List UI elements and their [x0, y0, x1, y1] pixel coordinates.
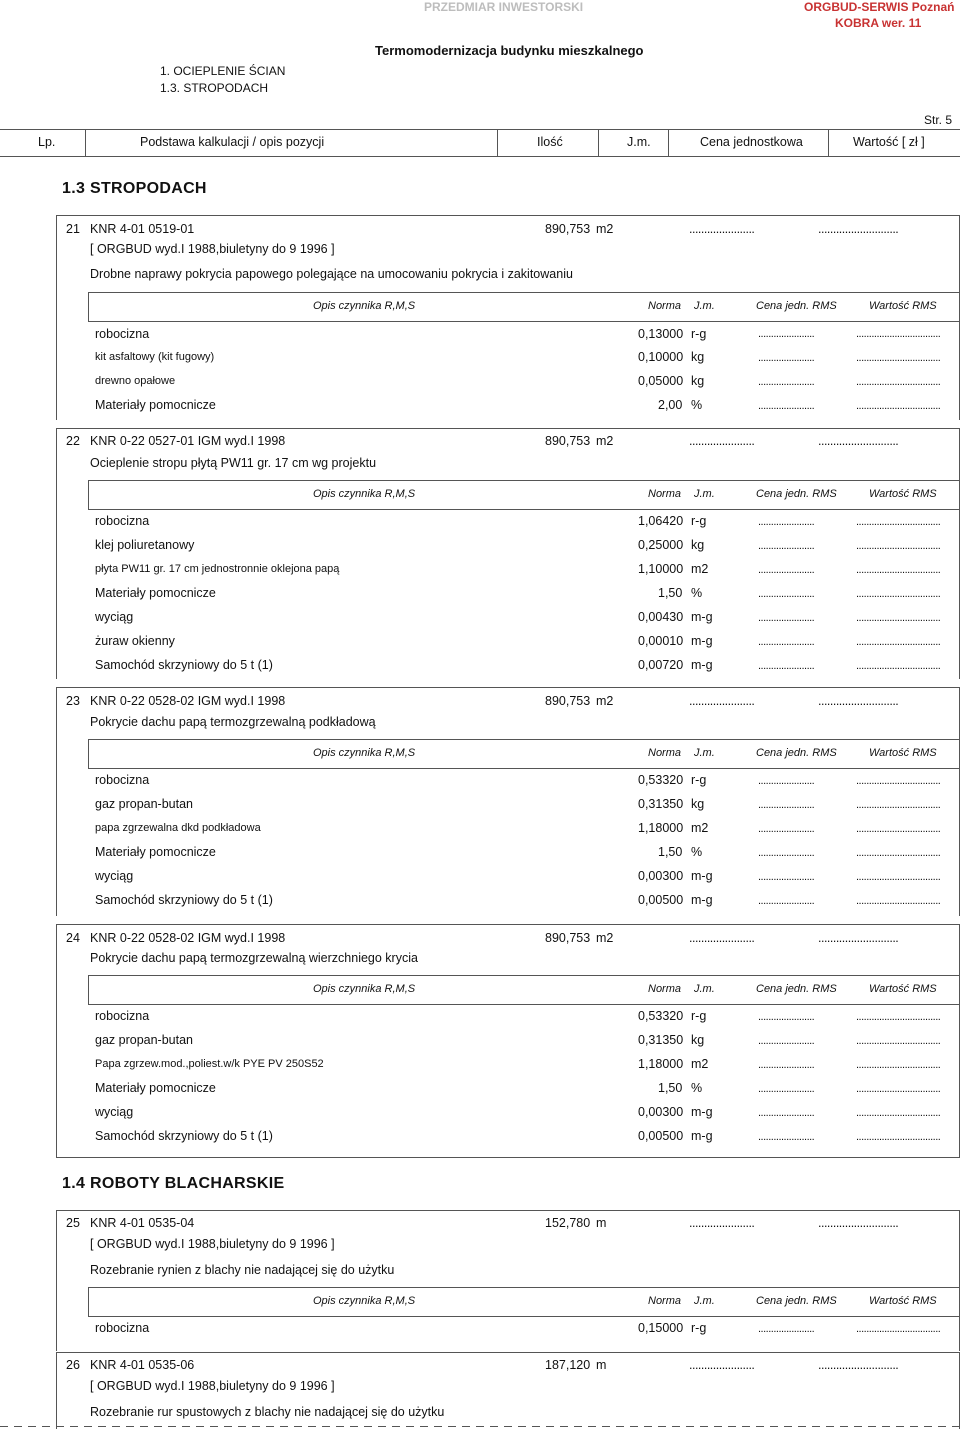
rms-item-name: robocizna	[95, 1009, 150, 1023]
rms-item-value: .................................	[856, 516, 941, 528]
breadcrumb-chapter: 1. OCIEPLENIE ŚCIAN	[160, 64, 286, 78]
rms-item-value: .................................	[856, 1323, 941, 1335]
position-basis: KNR 4-01 0519-01	[90, 222, 195, 236]
rms-item-norm: 0,00500	[638, 893, 684, 907]
rms-item-unit: %	[691, 586, 703, 600]
rms-item-value: .................................	[856, 564, 941, 576]
position-qty: 890,753	[545, 694, 591, 708]
rms-item-norm: 0,00430	[638, 610, 684, 624]
rms-col-desc: Opis czynnika R,M,S	[313, 488, 416, 500]
rms-item-name: wyciąg	[95, 869, 134, 883]
rms-col-price: Cena jedn. RMS	[756, 300, 837, 312]
rms-item-price: ......................	[758, 799, 815, 811]
rms-col-norm: Norma	[648, 1295, 682, 1307]
value-placeholder: ...........................	[818, 222, 899, 236]
rms-col-value: Wartość RMS	[869, 747, 937, 759]
rms-item-unit: m2	[691, 821, 709, 835]
rms-item-norm: 0,00300	[638, 1105, 684, 1119]
rms-item-price: ......................	[758, 895, 815, 907]
position-unit: m	[596, 1216, 607, 1230]
rms-item-unit: m2	[691, 1057, 709, 1071]
rms-item-name: Materiały pomocnicze	[95, 398, 216, 412]
rms-item-value: .................................	[856, 612, 941, 624]
rms-col-norm: Norma	[648, 983, 682, 995]
rms-item-unit: m-g	[691, 893, 713, 907]
section-title: STROPODACH	[90, 180, 207, 197]
rms-item-value: .................................	[856, 1035, 941, 1047]
col-unit: J.m.	[627, 135, 651, 149]
value-placeholder: ...........................	[818, 1358, 899, 1372]
rms-header	[88, 1287, 960, 1317]
rms-item-name: Materiały pomocnicze	[95, 586, 216, 600]
position-basis: KNR 0-22 0527-01 IGM wyd.I 1998	[90, 434, 286, 448]
rms-item-price: ......................	[758, 1035, 815, 1047]
rms-item-price: ......................	[758, 564, 815, 576]
rms-item-norm: 0,05000	[638, 374, 684, 388]
rms-item-value: .................................	[856, 775, 941, 787]
position-lp: 22	[66, 434, 80, 448]
rms-item-norm: 1,50	[658, 845, 683, 859]
rms-header	[88, 480, 960, 510]
rms-item-norm: 0,31350	[638, 1033, 684, 1047]
rms-item-value: .................................	[856, 400, 941, 412]
rms-col-value: Wartość RMS	[869, 1295, 937, 1307]
rms-item-name: gaz propan-butan	[95, 1033, 193, 1047]
rms-item-price: ......................	[758, 1107, 815, 1119]
rms-col-norm: Norma	[648, 488, 682, 500]
rms-item-value: .................................	[856, 823, 941, 835]
rms-item-unit: %	[691, 1081, 703, 1095]
company-name: ORGBUD-SERWIS Poznań	[804, 0, 955, 14]
rms-item-value: .................................	[856, 847, 941, 859]
page-cut-line	[0, 1426, 960, 1427]
rms-item-unit: m-g	[691, 658, 713, 672]
col-value: Wartość [ zł ]	[853, 135, 925, 149]
rms-item-price: ......................	[758, 1059, 815, 1071]
document-type: PRZEDMIAR INWESTORSKI	[424, 0, 584, 14]
rms-item-name: Materiały pomocnicze	[95, 1081, 216, 1095]
price-placeholder: ......................	[689, 1358, 755, 1372]
position-description: Rozebranie rynien z blachy nie nadającej się do użytku	[90, 1263, 395, 1277]
value-placeholder: ...........................	[818, 434, 899, 448]
rms-item-unit: m-g	[691, 634, 713, 648]
rms-item-value: .................................	[856, 328, 941, 340]
rms-item-norm: 0,13000	[638, 327, 684, 341]
position-qty: 890,753	[545, 434, 591, 448]
rms-item-price: ......................	[758, 516, 815, 528]
rms-item-name: płyta PW11 gr. 17 cm jednostronnie oklejona papą	[95, 563, 340, 575]
breadcrumb-subchapter: 1.3. STROPODACH	[160, 81, 269, 95]
price-placeholder: ......................	[689, 694, 755, 708]
rms-col-price: Cena jedn. RMS	[756, 983, 837, 995]
rms-header	[88, 975, 960, 1005]
section-number: 1.4	[62, 1175, 86, 1192]
rms-col-norm: Norma	[648, 300, 682, 312]
rms-item-norm: 1,18000	[638, 821, 684, 835]
rms-item-name: robocizna	[95, 514, 150, 528]
rms-item-value: .................................	[856, 376, 941, 388]
rms-item-norm: 1,50	[658, 1081, 683, 1095]
rms-item-price: ......................	[758, 1083, 815, 1095]
rms-item-value: .................................	[856, 660, 941, 672]
position-lp: 26	[66, 1358, 80, 1372]
rms-item-name: robocizna	[95, 327, 150, 341]
position-lp: 25	[66, 1216, 80, 1230]
rms-item-price: ......................	[758, 1323, 815, 1335]
rms-item-price: ......................	[758, 1131, 815, 1143]
rms-item-name: wyciąg	[95, 1105, 134, 1119]
rms-col-desc: Opis czynnika R,M,S	[313, 1295, 416, 1307]
rms-item-name: Samochód skrzyniowy do 5 t (1)	[95, 658, 273, 672]
rms-item-norm: 2,00	[658, 398, 683, 412]
price-placeholder: ......................	[689, 434, 755, 448]
rms-item-name: Materiały pomocnicze	[95, 845, 216, 859]
rms-item-norm: 0,53320	[638, 773, 684, 787]
col-qty: Ilość	[537, 135, 563, 149]
position-lp: 21	[66, 222, 80, 236]
position-catalog: [ ORGBUD wyd.I 1988,biuletyny do 9 1996 ]	[90, 1379, 335, 1393]
rms-item-unit: r-g	[691, 514, 707, 528]
rms-item-price: ......................	[758, 775, 815, 787]
rms-item-price: ......................	[758, 871, 815, 883]
rms-item-name: gaz propan-butan	[95, 797, 193, 811]
rms-item-norm: 0,00010	[638, 634, 684, 648]
rms-col-norm: Norma	[648, 747, 682, 759]
rms-item-norm: 1,10000	[638, 562, 684, 576]
position-unit: m	[596, 1358, 607, 1372]
rms-item-price: ......................	[758, 847, 815, 859]
rms-item-name: klej poliuretanowy	[95, 538, 195, 552]
rms-item-unit: r-g	[691, 773, 707, 787]
rms-col-value: Wartość RMS	[869, 983, 937, 995]
price-placeholder: ......................	[689, 1216, 755, 1230]
rms-item-unit: r-g	[691, 1321, 707, 1335]
rms-item-value: .................................	[856, 1011, 941, 1023]
rms-item-value: .................................	[856, 799, 941, 811]
rms-item-value: .................................	[856, 1059, 941, 1071]
rms-item-unit: m-g	[691, 1129, 713, 1143]
position-qty: 187,120	[545, 1358, 591, 1372]
position-unit: m2	[596, 931, 614, 945]
rms-item-name: Samochód skrzyniowy do 5 t (1)	[95, 893, 273, 907]
rms-item-name: papa zgrzewalna dkd podkładowa	[95, 822, 261, 834]
rms-item-value: .................................	[856, 871, 941, 883]
position-unit: m2	[596, 222, 614, 236]
value-placeholder: ...........................	[818, 1216, 899, 1230]
position-catalog: [ ORGBUD wyd.I 1988,biuletyny do 9 1996 ]	[90, 242, 335, 256]
rms-item-name: robocizna	[95, 1321, 150, 1335]
rms-col-price: Cena jedn. RMS	[756, 1295, 837, 1307]
rms-item-name: wyciąg	[95, 610, 134, 624]
rms-item-unit: m-g	[691, 1105, 713, 1119]
col-lp: Lp.	[38, 135, 56, 149]
rms-item-price: ......................	[758, 400, 815, 412]
project-title: Termomodernizacja budynku mieszkalnego	[375, 43, 644, 58]
position-basis: KNR 0-22 0528-02 IGM wyd.I 1998	[90, 694, 286, 708]
rms-item-unit: kg	[691, 374, 705, 388]
rms-item-name: Papa zgrzew.mod.,poliest.w/k PYE PV 250S52	[95, 1058, 324, 1070]
rms-item-value: .................................	[856, 1083, 941, 1095]
rms-col-unit: J.m.	[694, 488, 715, 500]
position-lp: 24	[66, 931, 80, 945]
rms-col-desc: Opis czynnika R,M,S	[313, 983, 416, 995]
rms-item-unit: m-g	[691, 869, 713, 883]
rms-item-name: żuraw okienny	[95, 634, 175, 648]
value-placeholder: ...........................	[818, 694, 899, 708]
rms-item-norm: 1,06420	[638, 514, 684, 528]
col-unit-price: Cena jednostkowa	[700, 135, 803, 149]
rms-item-price: ......................	[758, 376, 815, 388]
section-title: ROBOTY BLACHARSKIE	[90, 1175, 285, 1192]
rms-col-value: Wartość RMS	[869, 488, 937, 500]
rms-item-unit: m-g	[691, 610, 713, 624]
rms-item-unit: kg	[691, 538, 705, 552]
rms-item-norm: 1,50	[658, 586, 683, 600]
value-placeholder: ...........................	[818, 931, 899, 945]
position-basis: KNR 4-01 0535-04	[90, 1216, 195, 1230]
rms-item-unit: r-g	[691, 327, 707, 341]
position-basis: KNR 0-22 0528-02 IGM wyd.I 1998	[90, 931, 286, 945]
rms-item-value: .................................	[856, 636, 941, 648]
rms-item-price: ......................	[758, 1011, 815, 1023]
position-description: Drobne naprawy pokrycia papowego polegające na umocowaniu pokrycia i zakitowaniu	[90, 267, 573, 281]
price-placeholder: ......................	[689, 931, 755, 945]
position-description: Rozebranie rur spustowych z blachy nie nadającej się do użytku	[90, 1405, 445, 1419]
rms-item-norm: 0,53320	[638, 1009, 684, 1023]
rms-item-norm: 0,31350	[638, 797, 684, 811]
rms-item-unit: %	[691, 845, 703, 859]
rms-item-price: ......................	[758, 588, 815, 600]
rms-col-unit: J.m.	[694, 1295, 715, 1307]
position-catalog: [ ORGBUD wyd.I 1988,biuletyny do 9 1996 ]	[90, 1237, 335, 1251]
rms-col-price: Cena jedn. RMS	[756, 747, 837, 759]
rms-col-desc: Opis czynnika R,M,S	[313, 747, 416, 759]
rms-item-unit: kg	[691, 350, 705, 364]
rms-item-norm: 0,15000	[638, 1321, 684, 1335]
rms-col-unit: J.m.	[694, 983, 715, 995]
price-placeholder: ......................	[689, 222, 755, 236]
position-description: Ocieplenie stropu płytą PW11 gr. 17 cm wg projektu	[90, 456, 377, 470]
section-number: 1.3	[62, 180, 86, 197]
rms-item-unit: %	[691, 398, 703, 412]
rms-item-name: robocizna	[95, 773, 150, 787]
position-basis: KNR 4-01 0535-06	[90, 1358, 195, 1372]
position-qty: 152,780	[545, 1216, 591, 1230]
rms-item-price: ......................	[758, 612, 815, 624]
rms-item-name: kit asfaltowy (kit fugowy)	[95, 351, 215, 363]
rms-item-value: .................................	[856, 588, 941, 600]
position-lp: 23	[66, 694, 80, 708]
position-qty: 890,753	[545, 931, 591, 945]
rms-item-norm: 0,10000	[638, 350, 684, 364]
rms-col-desc: Opis czynnika R,M,S	[313, 300, 416, 312]
rms-item-name: drewno opałowe	[95, 375, 176, 387]
rms-item-value: .................................	[856, 895, 941, 907]
rms-col-value: Wartość RMS	[869, 300, 937, 312]
rms-item-norm: 0,00720	[638, 658, 684, 672]
rms-item-unit: kg	[691, 797, 705, 811]
position-description: Pokrycie dachu papą termozgrzewalną podkładową	[90, 715, 376, 729]
rms-item-norm: 0,25000	[638, 538, 684, 552]
rms-item-norm: 0,00500	[638, 1129, 684, 1143]
rms-item-value: .................................	[856, 540, 941, 552]
rms-item-value: .................................	[856, 1131, 941, 1143]
position-qty: 890,753	[545, 222, 591, 236]
rms-col-unit: J.m.	[694, 300, 715, 312]
rms-col-price: Cena jedn. RMS	[756, 488, 837, 500]
position-description: Pokrycie dachu papą termozgrzewalną wierzchniego krycia	[90, 951, 418, 965]
rms-item-value: .................................	[856, 352, 941, 364]
rms-col-unit: J.m.	[694, 747, 715, 759]
rms-item-value: .................................	[856, 1107, 941, 1119]
page-number: Str. 5	[924, 113, 953, 127]
rms-item-unit: r-g	[691, 1009, 707, 1023]
rms-item-norm: 0,00300	[638, 869, 684, 883]
rms-item-price: ......................	[758, 636, 815, 648]
rms-item-norm: 1,18000	[638, 1057, 684, 1071]
software-version: KOBRA wer. 11	[835, 16, 922, 30]
rms-item-unit: m2	[691, 562, 709, 576]
rms-item-price: ......................	[758, 823, 815, 835]
rms-header	[88, 292, 960, 322]
rms-item-name: Samochód skrzyniowy do 5 t (1)	[95, 1129, 273, 1143]
position-unit: m2	[596, 694, 614, 708]
rms-item-price: ......................	[758, 328, 815, 340]
position-unit: m2	[596, 434, 614, 448]
rms-item-unit: kg	[691, 1033, 705, 1047]
rms-item-price: ......................	[758, 660, 815, 672]
col-basis: Podstawa kalkulacji / opis pozycji	[140, 135, 325, 149]
rms-item-price: ......................	[758, 540, 815, 552]
rms-header	[88, 739, 960, 769]
rms-item-price: ......................	[758, 352, 815, 364]
